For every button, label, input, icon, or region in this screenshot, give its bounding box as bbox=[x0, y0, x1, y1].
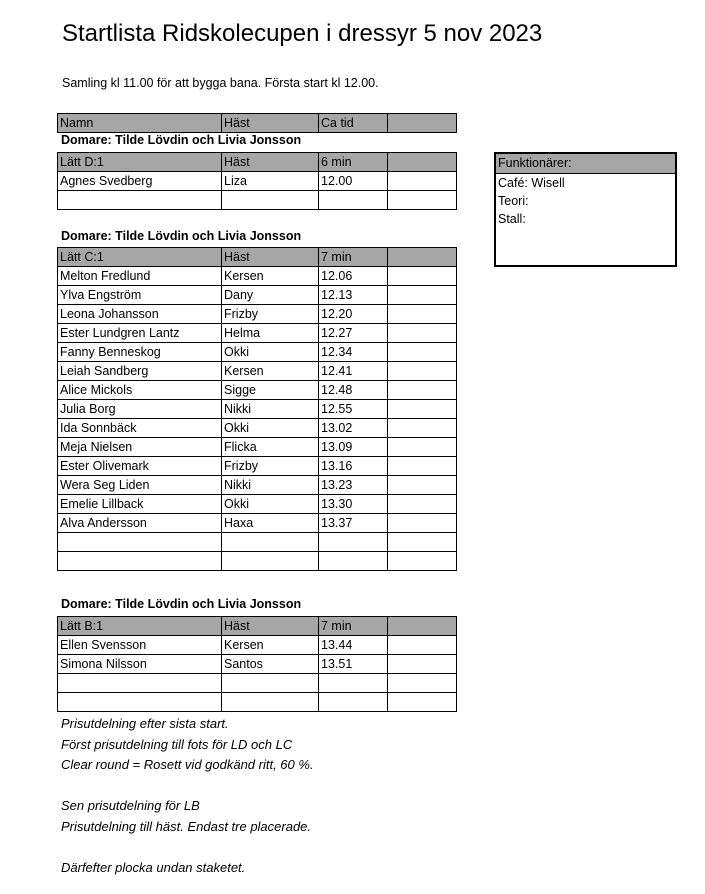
extra-cell bbox=[388, 636, 457, 655]
horse-name: Liza bbox=[222, 172, 319, 191]
rider-name: Alva Andersson bbox=[58, 514, 222, 533]
table-row bbox=[58, 655, 457, 674]
extra-cell bbox=[388, 400, 457, 419]
horse-name: Dany bbox=[222, 286, 319, 305]
horse-name: Okki bbox=[222, 343, 319, 362]
rider-name: Leona Johansson bbox=[58, 305, 222, 324]
table-row bbox=[58, 533, 457, 552]
officials-theory: Teori: bbox=[498, 194, 529, 208]
horse-name bbox=[222, 693, 319, 712]
column-header-table bbox=[57, 113, 457, 133]
intro-text: Samling kl 11.00 för att bygga bana. Första start kl 12.00. bbox=[62, 76, 379, 90]
horse-name bbox=[222, 533, 319, 552]
start-time: 13.37 bbox=[319, 514, 388, 533]
extra-cell bbox=[388, 172, 457, 191]
officials-box bbox=[494, 152, 677, 267]
table-row bbox=[58, 552, 457, 571]
table-row bbox=[58, 693, 457, 712]
horse-label: Häst bbox=[222, 153, 319, 172]
start-time bbox=[319, 191, 388, 210]
duration-label: 6 min bbox=[319, 153, 388, 172]
horse-name: Haxa bbox=[222, 514, 319, 533]
class-header-row bbox=[58, 617, 457, 636]
note-line: Därfefter plocka undan staketet. bbox=[61, 859, 246, 875]
extra-cell bbox=[388, 191, 457, 210]
table-row bbox=[58, 343, 457, 362]
table-row bbox=[58, 362, 457, 381]
judge-label: Domare: Tilde Lövdin och Livia Jonsson bbox=[61, 229, 302, 243]
extra-cell bbox=[388, 305, 457, 324]
col-horse-header: Häst bbox=[222, 114, 319, 133]
horse-name bbox=[222, 674, 319, 693]
start-time bbox=[319, 693, 388, 712]
table-row bbox=[58, 191, 457, 210]
rider-name: Agnes Svedberg bbox=[58, 172, 222, 191]
rider-name: Ester Olivemark bbox=[58, 457, 222, 476]
start-time: 13.51 bbox=[319, 655, 388, 674]
horse-label: Häst bbox=[222, 617, 319, 636]
table-row bbox=[58, 286, 457, 305]
officials-title: Funktionärer: bbox=[496, 154, 675, 174]
start-time bbox=[319, 533, 388, 552]
extra-cell bbox=[388, 457, 457, 476]
rider-name: Fanny Benneskog bbox=[58, 343, 222, 362]
horse-name: Nikki bbox=[222, 400, 319, 419]
table-row bbox=[58, 419, 457, 438]
rider-name: Wera Seg Liden bbox=[58, 476, 222, 495]
table-row bbox=[58, 381, 457, 400]
extra-cell bbox=[388, 362, 457, 381]
extra-cell bbox=[388, 419, 457, 438]
note-line: Först prisutdelning till fots för LD och LC bbox=[61, 736, 293, 752]
officials-stable: Stall: bbox=[498, 212, 526, 226]
table-row bbox=[58, 400, 457, 419]
col-extra-header bbox=[388, 114, 457, 133]
rider-name bbox=[58, 533, 222, 552]
note-line: Sen prisutdelning för LB bbox=[61, 798, 200, 813]
rider-name: Julia Borg bbox=[58, 400, 222, 419]
note-line: Clear round = Rosett vid godkänd ritt, 60 %. bbox=[61, 757, 314, 772]
start-list-table-lc bbox=[57, 247, 457, 571]
empty-cell bbox=[388, 617, 457, 636]
horse-name: Okki bbox=[222, 495, 319, 514]
note-line bbox=[61, 837, 314, 858]
start-time: 12.00 bbox=[319, 172, 388, 191]
start-list-table-ld bbox=[57, 152, 457, 210]
start-time: 13.16 bbox=[319, 457, 388, 476]
rider-name bbox=[58, 191, 222, 210]
table-row bbox=[58, 476, 457, 495]
class-label: Lätt B:1 bbox=[58, 617, 222, 636]
empty-cell bbox=[388, 153, 457, 172]
extra-cell bbox=[388, 286, 457, 305]
extra-cell bbox=[388, 324, 457, 343]
class-header-row bbox=[58, 153, 457, 172]
extra-cell bbox=[388, 674, 457, 693]
start-time: 12.48 bbox=[319, 381, 388, 400]
duration-label: 7 min bbox=[319, 248, 388, 267]
rider-name: Ylva Engström bbox=[58, 286, 222, 305]
class-label: Lätt D:1 bbox=[58, 153, 222, 172]
horse-name: Kersen bbox=[222, 267, 319, 286]
extra-cell bbox=[388, 552, 457, 571]
start-time: 13.02 bbox=[319, 419, 388, 438]
table-row bbox=[58, 457, 457, 476]
judge-label: Domare: Tilde Lövdin och Livia Jonsson bbox=[61, 597, 302, 611]
rider-name bbox=[58, 674, 222, 693]
start-time: 12.06 bbox=[319, 267, 388, 286]
start-time bbox=[319, 552, 388, 571]
start-time: 12.34 bbox=[319, 343, 388, 362]
start-time: 13.30 bbox=[319, 495, 388, 514]
horse-name: Sigge bbox=[222, 381, 319, 400]
table-row bbox=[58, 324, 457, 343]
class-label: Lätt C:1 bbox=[58, 248, 222, 267]
extra-cell bbox=[388, 343, 457, 362]
horse-label: Häst bbox=[222, 248, 319, 267]
note-line: Prisutdelning till häst. Endast tre placerade. bbox=[61, 818, 312, 834]
rider-name: Ida Sonnbäck bbox=[58, 419, 222, 438]
officials-cafe: Café: Wisell bbox=[498, 176, 565, 190]
extra-cell bbox=[388, 381, 457, 400]
notes bbox=[61, 714, 314, 878]
col-time-header: Ca tid bbox=[319, 114, 388, 133]
rider-name bbox=[58, 693, 222, 712]
table-row bbox=[58, 305, 457, 324]
extra-cell bbox=[388, 655, 457, 674]
col-name-header: Namn bbox=[58, 114, 222, 133]
table-row bbox=[58, 674, 457, 693]
horse-name: Flicka bbox=[222, 438, 319, 457]
empty-cell bbox=[388, 248, 457, 267]
start-time: 12.55 bbox=[319, 400, 388, 419]
start-time: 12.27 bbox=[319, 324, 388, 343]
horse-name: Kersen bbox=[222, 636, 319, 655]
rider-name: Emelie Lillback bbox=[58, 495, 222, 514]
rider-name: Leiah Sandberg bbox=[58, 362, 222, 381]
start-time bbox=[319, 674, 388, 693]
rider-name bbox=[58, 552, 222, 571]
start-time: 13.44 bbox=[319, 636, 388, 655]
start-time: 13.09 bbox=[319, 438, 388, 457]
extra-cell bbox=[388, 693, 457, 712]
rider-name: Alice Mickols bbox=[58, 381, 222, 400]
horse-name: Kersen bbox=[222, 362, 319, 381]
horse-name: Frizby bbox=[222, 305, 319, 324]
start-time: 13.23 bbox=[319, 476, 388, 495]
rider-name: Simona Nilsson bbox=[58, 655, 222, 674]
table-row bbox=[58, 267, 457, 286]
duration-label: 7 min bbox=[319, 617, 388, 636]
horse-name bbox=[222, 191, 319, 210]
table-row bbox=[58, 172, 457, 191]
extra-cell bbox=[388, 514, 457, 533]
rider-name: Melton Fredlund bbox=[58, 267, 222, 286]
start-time: 12.41 bbox=[319, 362, 388, 381]
horse-name: Helma bbox=[222, 324, 319, 343]
rider-name: Meja Nielsen bbox=[58, 438, 222, 457]
horse-name: Okki bbox=[222, 419, 319, 438]
class-header-row bbox=[58, 248, 457, 267]
judge-label: Domare: Tilde Lövdin och Livia Jonsson bbox=[61, 133, 302, 147]
extra-cell bbox=[388, 476, 457, 495]
horse-name bbox=[222, 552, 319, 571]
extra-cell bbox=[388, 533, 457, 552]
table-row bbox=[58, 514, 457, 533]
table-row bbox=[58, 495, 457, 514]
extra-cell bbox=[388, 267, 457, 286]
rider-name: Ellen Svensson bbox=[58, 636, 222, 655]
horse-name: Nikki bbox=[222, 476, 319, 495]
start-list-table-lb bbox=[57, 616, 457, 712]
extra-cell bbox=[388, 438, 457, 457]
rider-name: Ester Lundgren Lantz bbox=[58, 324, 222, 343]
table-row bbox=[58, 636, 457, 655]
note-line: Prisutdelning efter sista start. bbox=[61, 716, 229, 731]
horse-name: Santos bbox=[222, 655, 319, 674]
note-line bbox=[61, 776, 314, 797]
horse-name: Frizby bbox=[222, 457, 319, 476]
table-row bbox=[58, 438, 457, 457]
page-title: Startlista Ridskolecupen i dressyr 5 nov 2023 bbox=[62, 20, 543, 47]
start-time: 12.20 bbox=[319, 305, 388, 324]
column-header-row bbox=[58, 114, 457, 133]
start-time: 12.13 bbox=[319, 286, 388, 305]
extra-cell bbox=[388, 495, 457, 514]
